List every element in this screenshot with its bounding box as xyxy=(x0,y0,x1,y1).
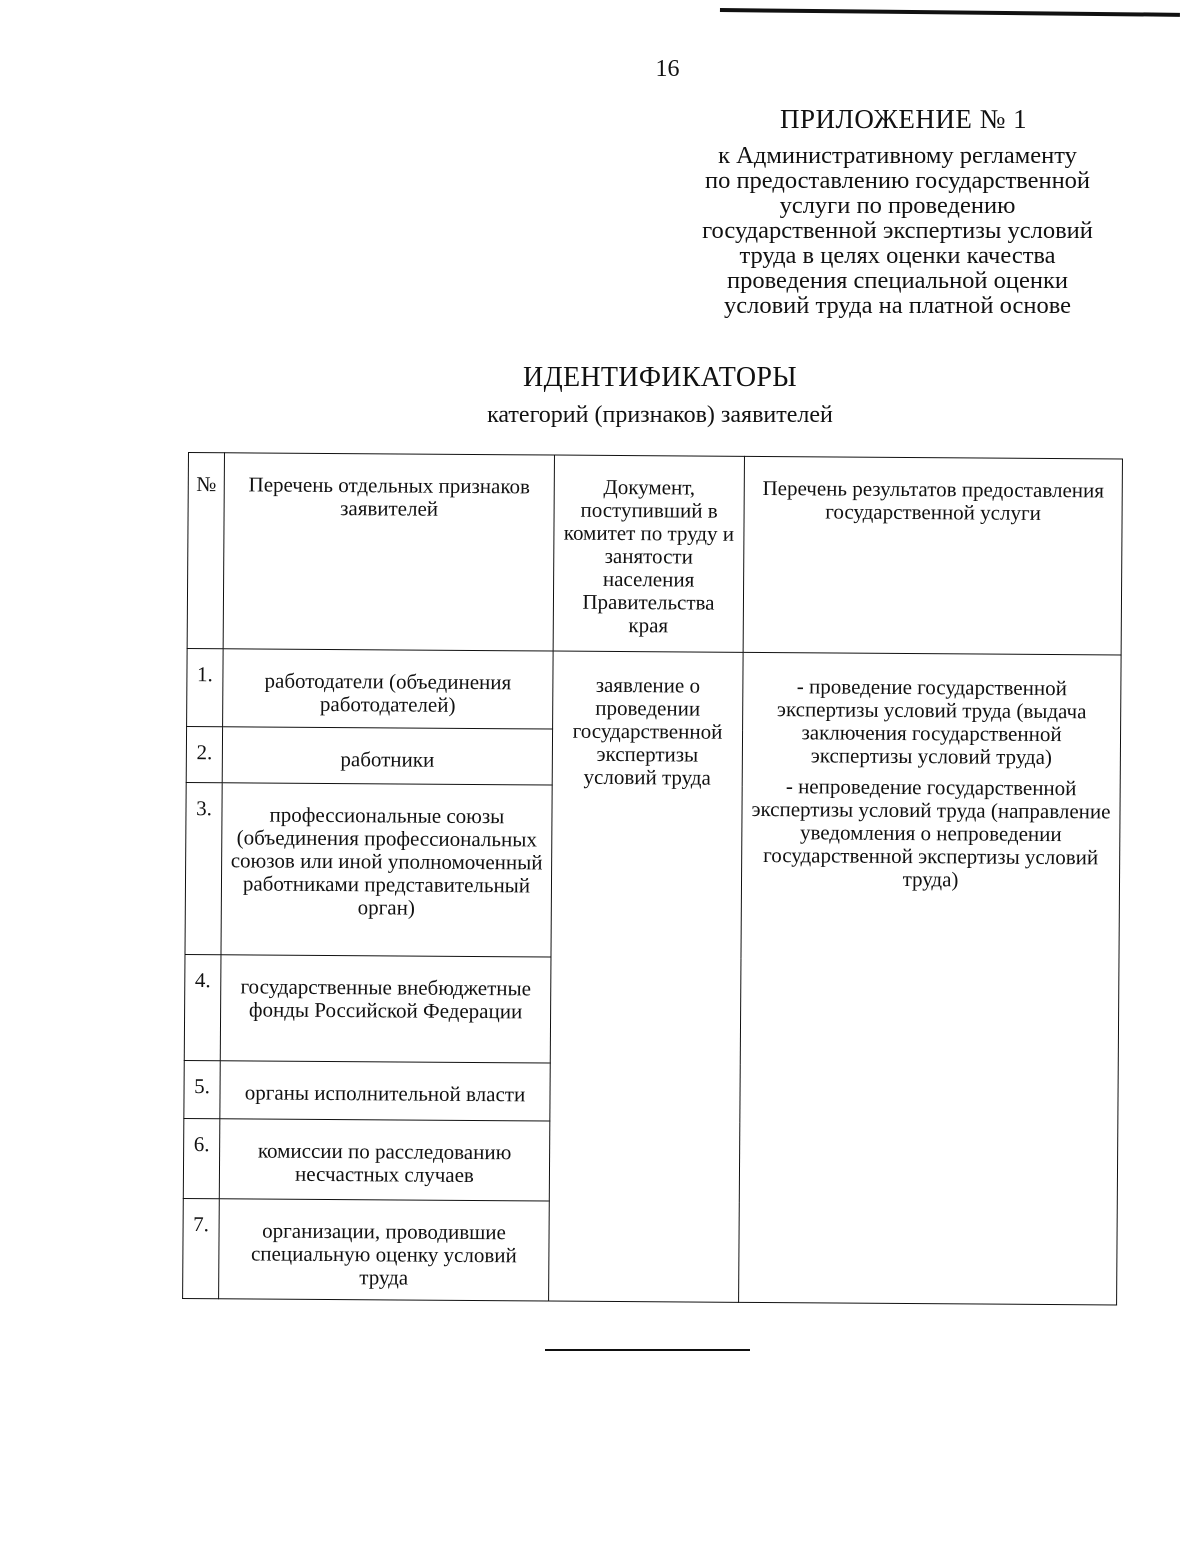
header-number: № xyxy=(187,453,224,649)
row-number: 4. xyxy=(184,954,221,1060)
table-row xyxy=(187,648,1122,733)
appendix-note-line: условий труда на платной основе xyxy=(723,292,1071,319)
appendix-note xyxy=(670,143,1125,318)
identifiers-table xyxy=(182,452,1123,1306)
row-feature: комиссии по расследованию несчастных случаев xyxy=(219,1119,550,1201)
row-number: 3. xyxy=(185,782,222,954)
document-subtitle: категорий (признаков) заявителей xyxy=(487,402,833,428)
row-feature: профессиональные союзы (объединения профессиональных союзов или иной уполномоченный работниками представительный орган) xyxy=(221,783,552,957)
document-title: ИДЕНТИФИКАТОРЫ xyxy=(523,362,797,393)
row-number: 6. xyxy=(183,1118,220,1198)
row-number: 1. xyxy=(187,648,224,726)
header-feature: Перечень отдельных признаков заявителей xyxy=(223,453,554,651)
appendix-note-line: труда в целях оценки качества xyxy=(739,242,1056,269)
result-item: - непроведение государственной экспертизы условий труда (направление уведомления о непроведении государственной экспертизы условий труда) xyxy=(751,774,1111,892)
page-number: 16 xyxy=(655,56,680,82)
row-feature: работодатели (объединения работодателей) xyxy=(223,649,554,729)
header-results: Перечень результатов предоставления государственной услуги xyxy=(743,456,1122,655)
appendix-note-line: по предоставлению государственной xyxy=(704,167,1091,194)
row-number: 5. xyxy=(184,1060,220,1118)
appendix-note-line: государственной экспертизы условий xyxy=(702,217,1093,244)
row-feature: организации, проводившие специальную оценку условий труда xyxy=(219,1199,550,1301)
document-cell: заявление о проведении государственной экспертизы условий труда xyxy=(549,651,744,1302)
footer-rule xyxy=(545,1349,750,1351)
appendix-note-line: услуги по проведению xyxy=(779,192,1016,219)
results-cell xyxy=(739,652,1122,1305)
scan-edge-line xyxy=(720,0,1180,17)
row-number: 7. xyxy=(183,1198,220,1298)
appendix-title: ПРИЛОЖЕНИЕ № 1 xyxy=(780,104,1028,134)
row-feature: органы исполнительной власти xyxy=(220,1061,550,1121)
table-header-row xyxy=(187,453,1122,656)
appendix-note-line: к Административному регламенту xyxy=(718,142,1077,169)
row-feature: работники xyxy=(222,727,552,785)
result-item: - проведение государственной экспертизы условий труда (выдача заключения государственной экспертизы условий труда) xyxy=(776,674,1087,770)
header-document: Документ, поступивший в комитет по труду и занятости населения Правительства края xyxy=(553,455,744,652)
row-feature: государственные внебюджетные фонды Российской Федерации xyxy=(220,955,551,1063)
row-number: 2. xyxy=(186,726,222,782)
appendix-note-line: проведения специальной оценки xyxy=(726,267,1069,294)
